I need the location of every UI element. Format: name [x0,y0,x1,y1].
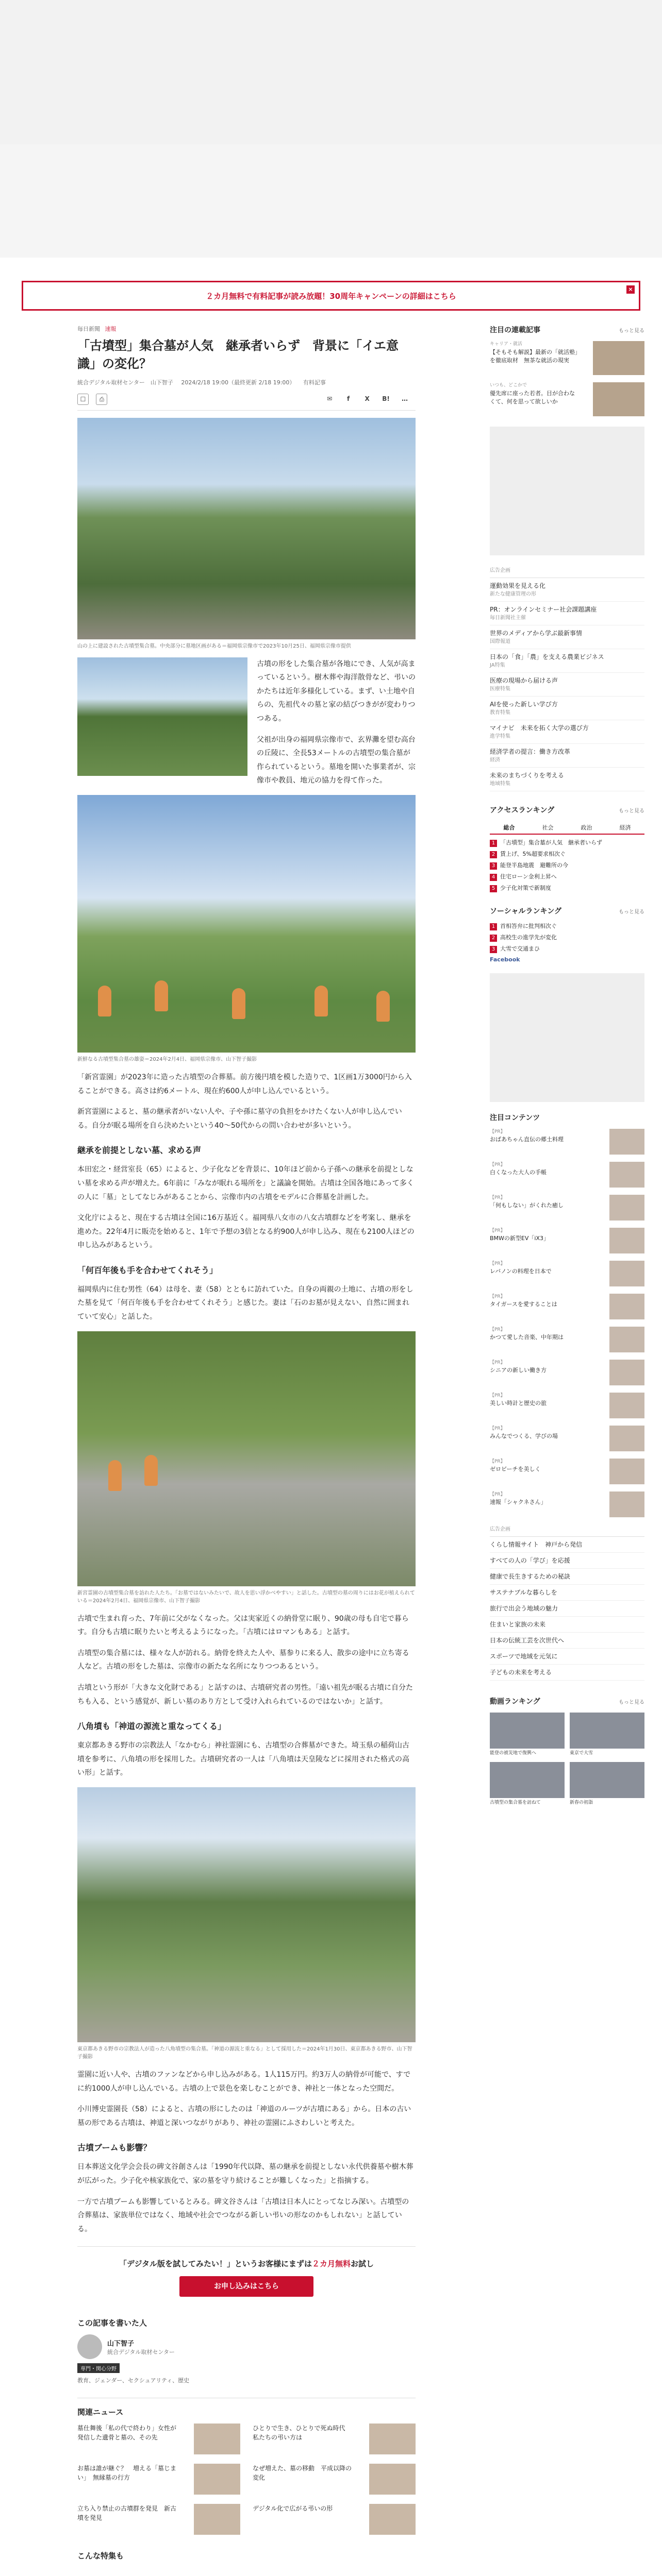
social-item[interactable] [490,945,644,953]
pr-item-sub: 経済 [490,757,500,763]
paywall-title [77,2258,416,2269]
item-thumbnail [593,382,644,416]
article-title: 「古墳型」集合墓が人気 継承者いらず 背景に「イエ意識」の変化？ [77,338,399,371]
focus-item[interactable] [490,1393,644,1418]
pr-item[interactable] [490,744,644,768]
pr-item-text: 未来のまちづくりを考える [490,772,564,779]
pr-item[interactable] [490,602,644,625]
paragraph: 小川博史霊園長（58）によると、古墳の形にしたのは「神道のルーツが古墳にある」から。日本の古い墓の形である古墳は、神道と深いつながりがあり、神社の霊園にふさわしいと考えた。 [77,2105,411,2127]
related-thumbnail [369,2464,416,2495]
ranking-text: 賃上げ、5%超要求相次ぐ [500,851,566,857]
sidebar-ad[interactable] [490,427,644,555]
focus-item[interactable] [490,1129,644,1155]
focus-title: 注目コンテンツ [490,1114,540,1122]
focus-text: シニアの新しい働き方 [490,1367,547,1374]
haniwa-figure [155,980,168,1011]
paragraph: 父祖が出身の福岡県宗像市で、玄界灘を望む高台の丘陵に、全長53メートルの古墳型の集合墓が作られているという。墓地を開いた事業者が、宗像市や教員、地元の協力を得て作った。 [257,735,416,785]
author-box [77,2317,416,2384]
pr-item-sub: 進学特集 [490,734,510,739]
pr-item-text: 経済学者の提言：働き方改革 [490,748,571,755]
pr-item[interactable] [490,720,644,744]
pr-item-text: 世界のメディアから学ぶ最新事情 [490,630,583,637]
header-ad-space [0,144,662,258]
pr-item-text: PR：オンラインセミナー社会課題講座 [490,606,597,613]
focus-text: かつて愛した音楽、中年期は [490,1334,564,1341]
attention-item[interactable] [490,382,644,416]
ad-list-item[interactable]: サステナブルな暮らしを [490,1585,644,1601]
focus-thumbnail [609,1129,644,1155]
ranking-item[interactable] [490,861,644,870]
related-item-text: 立ち入り禁止の古墳群を発見 新古墳を発見 [77,2505,177,2522]
haniwa-figure [232,988,245,1019]
pr-item-sub: JA特集 [490,663,505,668]
video-grid [490,1713,644,1806]
article-photo-2[interactable] [77,795,416,1053]
pr-label: 【PR】 [490,1393,505,1398]
related-item-text: ひとりで生き、ひとりで死ぬ時代 私たちの弔い方は [253,2425,352,2442]
related-section-title: 関連ニュース [77,2398,416,2417]
related-item-text: デジタル化で広がる弔いの形 [253,2505,333,2513]
pr-label: 【PR】 [490,1129,505,1134]
focus-text: 美しい時計と歴史の旅 [490,1400,547,1407]
pr-item[interactable] [490,697,644,720]
paragraph: 日本葬送文化学会会長の碑文谷創さんは「1990年代以降、墓の継承を前提としない永代供養墓や樹木葬が広がった。少子化や核家族化で、家の墓を守り続けることが難しくなった」と指摘する。 [77,2163,413,2185]
related-item[interactable] [77,2464,240,2495]
paragraph: 古墳の形をした集合墓が各地にでき、人気が高まっているという。樹木葬や海洋散骨など、弔いのかたちは近年多様化している。まず、い土地や自らの、先祖代々の墓と家の結びつきがが変わりつつある。 [257,659,416,723]
ranking-item[interactable] [490,850,644,858]
video-item[interactable] [490,1713,565,1757]
rank-number: 4 [490,874,497,881]
paragraph: 本田宏之・経営室長（65）によると、少子化などを背景に、10年ほど前から子孫への継承を前提としない墓を求める声が増えた。6年前に「みなが眠れる場所を」と議論を開始。古墳は全国各地にあって多くの人に「墓」としてなじみがあることから、宗像市内の古墳をモデルに合葬墓を計画した。 [77,1165,414,1201]
sidebar [490,325,644,1806]
social-text: 首相答弁に批判相次ぐ [500,923,557,929]
focus-thumbnail [609,1261,644,1286]
pr-label: 【PR】 [490,1195,505,1200]
social-title: ソーシャルランキング [490,907,562,916]
pr-item-sub: 新たな健康管理の形 [490,591,536,597]
close-icon[interactable]: × [626,285,635,294]
author-section-title: この記事を書いた人 [77,2318,147,2328]
focus-text: タイガースを愛することは [490,1301,557,1308]
attention-item[interactable] [490,341,644,375]
ad-list-item[interactable]: 日本の伝統工芸を次世代へ [490,1633,644,1649]
pr-item-sub: 国際報道 [490,639,510,645]
avatar[interactable] [77,2334,102,2359]
related-thumbnail [194,2424,240,2454]
related-item-text: なぜ増えた、墓の移動 平成以降の変化 [253,2465,352,2482]
rank-number: 3 [490,862,497,870]
more-link[interactable]: もっと見る [619,909,644,915]
ad-list-item[interactable]: 健康で長生きするための秘訣 [490,1569,644,1585]
pr-item-text: マイナビ 未来を拓く大学の選び方 [490,724,589,732]
tab-economy[interactable]: 経済 [619,824,631,831]
haniwa-figure [108,1460,122,1491]
video-title: 動画ランキング [490,1698,540,1706]
subscribe-button[interactable]: お申し込みはこちら [179,2276,313,2297]
tab-all[interactable]: 総合 [503,824,515,831]
focus-item[interactable] [490,1459,644,1484]
pr-list [490,578,644,791]
ranking-item[interactable] [490,884,644,892]
article-badge: 有料記事 [303,379,326,386]
video-item[interactable] [490,1762,565,1806]
video-item[interactable] [570,1762,644,1806]
pr-item-text: 運動効果を見える化 [490,582,546,589]
pr-label: 【PR】 [490,1360,505,1365]
focus-item[interactable] [490,1426,644,1451]
ad-list-item[interactable]: 子どもの未来を考える [490,1665,644,1681]
photo-caption: 新鮮なる古墳型集合墓の雄姿＝2024年2月4日、福岡県宗像市、山下智子撮影 [77,1056,257,1062]
pr-label: 【PR】 [490,1492,505,1497]
video-thumbnail [570,1762,644,1798]
article-photo-4[interactable] [77,1787,416,2042]
related-thumbnail [369,2504,416,2535]
focus-text: ゼロビーチを美しく [490,1466,541,1473]
ranking-title: アクセスランキング [490,806,555,815]
item-thumbnail [593,341,644,375]
pr-item[interactable] [490,578,644,602]
ranking-text: 少子化対策で新制度 [500,885,551,891]
article-toolbar [77,394,416,411]
social-text: 大雪で交通まひ [500,945,540,952]
focus-text: おばあちゃん直伝の郷土料理 [490,1136,564,1143]
related-item-text: 墓仕舞後「私の代で終わり」女性が発信した遺骨と墓の、その先 [77,2425,177,2442]
paywall-title-free: ２カ月無料 [312,2259,351,2269]
ad-list-item[interactable]: すべての人の「学び」を応援 [490,1553,644,1569]
pr-item-text: AIを使った新しい学び方 [490,701,558,708]
focus-text: BMWの新型EV「iX3」 [490,1235,549,1242]
ad-list-item[interactable]: くらし情報サイト 神戸から発信 [490,1537,644,1553]
article-date: 2024/2/18 19:00（最終更新 2/18 19:00） [181,379,295,386]
social-item[interactable] [490,922,644,930]
related-item[interactable] [253,2424,416,2454]
focus-item[interactable] [490,1162,644,1188]
haniwa-figure [315,986,328,1016]
author-role: 統合デジタル取材センター [107,2348,175,2355]
paragraph: 古墳型の集合墓には、様々な人が訪れる。納骨を終えた人や、墓参りに来る人、散歩の途中に立ち寄る人など。古墳の形をした墓は、宗像市の新たな名所になりつつあるという。 [77,1649,409,1671]
share-buttons [324,394,416,405]
social-header [490,906,644,916]
pr-label: 【PR】 [490,1162,505,1167]
focus-thumbnail [609,1195,644,1221]
pr-item-text: 医療の現場から届ける声 [490,677,558,684]
rank-number: 2 [490,851,497,858]
pr-item[interactable] [490,625,644,649]
paragraph: 新宮霊園によると、墓の継承者がいない人や、子や孫に墓守の負担をかけたくない人が申し込んでいる。自分が眠る場所を自ら決めたいという40〜50代からの問い合わせが多いという。 [77,1108,402,1130]
pr-label: 【PR】 [490,1228,505,1233]
ad-list-item[interactable]: 旅行で出会う地域の魅力 [490,1601,644,1617]
focus-item[interactable] [490,1195,644,1221]
article-meta [77,378,416,386]
related-thumbnail [194,2464,240,2495]
ad-list [490,1536,644,1681]
focus-list [490,1129,644,1517]
ad-list-item[interactable]: 住まいと家族の未来 [490,1617,644,1633]
rank-number: 1 [490,840,497,847]
category-label[interactable]: 毎日新聞 [77,326,100,332]
ad-label: 広告企画 [490,568,510,573]
facebook-link[interactable]: Facebook [490,956,520,963]
pr-item-sub: 毎日新聞社主催 [490,615,526,621]
item-label: いつも、どこかで [490,383,527,388]
focus-item[interactable] [490,1228,644,1253]
pr-item[interactable] [490,673,644,697]
focus-thumbnail [609,1393,644,1418]
tag-label[interactable]: 速報 [105,326,117,332]
article-main [77,325,416,2561]
pr-label: 【PR】 [490,1327,505,1332]
ad-label: 広告企画 [490,1527,510,1532]
focus-text: レバノンの料理を日本で [490,1268,552,1275]
related-item[interactable] [253,2504,416,2535]
bookmark-icon[interactable]: ☐ [77,394,89,405]
ranking-item[interactable] [490,873,644,881]
related-item[interactable] [253,2464,416,2495]
paragraph: 一方で古墳ブームも影響しているとみる。碑文谷さんは「古墳は日本人にとってなじみ深い。古墳型の合葬墓は、家族単位ではなく、地域や社会でつながる新しい弔いの形なのかもしれない」と話している。 [77,2197,409,2233]
focus-text: 白くなった大人の手帳 [490,1169,547,1176]
section-heading: 「何百年後も手を合わせてくれそう」 [77,1265,218,1275]
author-desc: 教育、ジェンダー、セクシュアリティ、歴史 [77,2377,190,2384]
top-ad-area [0,0,662,258]
attention-title: 注目の連載記事 [490,326,540,334]
campaign-banner-text: ２カ月無料で有料記事が読み放題！30周年キャンペーンの詳細はこちら [206,291,456,301]
video-item[interactable] [570,1713,644,1757]
photo-caption: 山の上に建設された古墳型集合墓。中央部分に墓地区画がある＝福岡県宗像市で2023年10月25日、福岡県宗像市提供 [77,643,351,649]
related-news [77,2398,416,2535]
related-item[interactable] [77,2504,240,2535]
focus-item[interactable] [490,1360,644,1385]
pr-item[interactable] [490,768,644,791]
mail-icon[interactable]: ✉ [327,395,333,402]
tab-society[interactable]: 社会 [542,824,554,831]
ranking-text: 能登半島地震 避難所の今 [500,862,568,869]
pr-item-sub: 地域特集 [490,781,510,787]
rank-number: 5 [490,885,497,892]
focus-text: 「何もしない」がくれた癒し [490,1202,564,1209]
focus-text: みんなでつくる、学びの場 [490,1433,558,1440]
video-thumbnail [570,1713,644,1749]
article-inline-photo[interactable] [77,657,247,776]
ranking-text: 「古墳型」集合墓が人気 継承者いらず [500,839,602,846]
paywall [77,2246,416,2297]
section-heading: 八角墳も「神道の源流と重なってくる」 [77,1721,226,1732]
ranking-text: 住宅ローン金利上昇へ [500,873,557,880]
article-photo-3[interactable] [77,1331,416,1586]
haniwa-figure [376,991,390,1022]
focus-thumbnail [609,1162,644,1188]
focus-item[interactable] [490,1327,644,1352]
more-features-title: こんな特集も [77,2551,124,2561]
focus-thumbnail [609,1228,644,1253]
focus-item[interactable] [490,1261,644,1286]
author-line[interactable]: 統合デジタル取材センター 山下智子 [77,379,173,386]
paragraph: 福岡県内に住む男性（64）は母を、妻（58）とともに訪れていた。自身の両親の土地に、古墳の形をした墓を見て「何百年後も手を合わせてくれそう」と感じた。妻は「石のお墓が見えない、自然に囲まれていて安心」と話した。 [77,1285,413,1321]
paywall-title-post: お試し [351,2259,374,2269]
rank-number: 1 [490,923,497,930]
pr-label: 【PR】 [490,1261,505,1266]
focus-thumbnail [609,1459,644,1484]
focus-item[interactable] [490,1294,644,1319]
focus-thumbnail [609,1360,644,1385]
ranking-item[interactable] [490,839,644,847]
sidebar-ad-2[interactable] [490,973,644,1102]
x-icon[interactable]: X [365,395,370,402]
hatena-icon[interactable]: B! [382,395,390,402]
related-item[interactable] [77,2424,240,2454]
video-caption: 東京で大雪 [570,1751,593,1756]
item-text: 優先席に座った若者。目が合わなくて、何を思って欲しいか [490,389,575,405]
focus-text: 速報「シャクネさん」 [490,1499,547,1506]
more-icon[interactable]: … [402,395,408,402]
photo-caption: 新宮霊園の古墳型集合墓を訪れた人たち。「お墓ではないみたいで、故人を思い浮かべやすい」と話した。古墳型の墓の周りにはお花が植えられている＝2024年2月4日、福岡県宗像市、山下智子撮影 [77,1590,415,1604]
paragraph: 「新宮霊園」が2023年に造った古墳型の合葬墓。前方後円墳を模した造りで、1区画1万3000円から入ることができる。高さは約6メートル、現在約600人が申し込んでいるという。 [77,1073,412,1095]
pr-item-sub: 医療特集 [490,686,510,692]
paragraph: 霊園に近い人や、古墳のファンなどから申し込みがある。1人115万円。約3万人の納骨が可能で、すでに約1000人が申し込んでいる。古墳の上で景色を楽しむことができ、神社と一体となった空間だ。 [77,2071,411,2093]
item-label: キャリア・就活 [490,342,523,347]
paragraph: 古墳という形が「大きな文化財である」と話すのは、古墳研究者の男性。「遠い祖先が眠る古墳に自分たちも入る、という感覚が、新しい墓のあり方として受け入れられているのではないか」と話す。 [77,1684,413,1706]
section-heading: 継承を前提としない墓、求める声 [77,1145,202,1156]
author-name[interactable]: 山下智子 [107,2340,135,2348]
author-tag: 専門・関心分野 [77,2363,120,2373]
section-heading: 古墳ブームも影響？ [77,2143,152,2153]
more-link[interactable]: もっと見る [619,328,644,334]
social-list [490,922,644,953]
related-item-text: お墓は誰が継ぐ？ 増える「墓じまい」 無縁墓の行方 [77,2465,177,2482]
campaign-banner[interactable] [22,281,640,311]
paragraph: 東京都あきる野市の宗教法人「なかむら」神社霊園にも、古墳型の合葬墓ができた。埼玉県の稲荷山古墳を参考に、八角墳の形を採用した。古墳研究者の一人は「八角墳は天皇陵などに採用された格式の高い形」と話す。 [77,1741,409,1777]
rank-number: 2 [490,935,497,942]
more-link[interactable]: もっと見る [619,808,644,814]
related-thumbnail [369,2424,416,2454]
pr-item-text: 日本の「食」「農」を支える農業ビジネス [490,653,604,660]
focus-thumbnail [609,1294,644,1319]
more-link[interactable]: もっと見る [619,1700,644,1705]
video-caption: 古墳型の集合墓を訪ねて [490,1800,541,1805]
video-thumbnail [490,1762,565,1798]
haniwa-figure [98,986,111,1016]
pr-item[interactable] [490,649,644,673]
haniwa-figure [144,1455,158,1486]
paragraph: 古墳で生まれ育った、7年前に父がなくなった。父は実家近くの納骨堂に眠り、90歳の母も自宅で暮らす。自分も古墳に眠りたいと考えるようになった。「古墳にはロマンもある」と話す。 [77,1614,409,1637]
focus-header [490,1112,644,1123]
pr-item-sub: 教育特集 [490,710,510,716]
ranking-list [490,839,644,892]
ranking-header [490,805,644,815]
pr-label: 【PR】 [490,1426,505,1431]
ranking-tabs [490,821,644,835]
focus-item[interactable] [490,1492,644,1517]
facebook-icon[interactable]: f [347,395,350,402]
item-text: 【そもそも解説】最新の「就活塾」を徹底取材 無茶な就活の現実 [490,348,578,364]
tab-politics[interactable]: 政治 [581,824,592,831]
pr-label: 【PR】 [490,1459,505,1464]
breadcrumb [77,325,416,333]
video-caption: 能登の被災地で復興へ [490,1751,537,1756]
attention-header [490,325,644,335]
video-header [490,1696,644,1706]
video-thumbnail [490,1713,565,1749]
focus-thumbnail [609,1327,644,1352]
article-photo-1[interactable] [77,418,416,639]
related-thumbnail [194,2504,240,2535]
paragraph: 文化庁によると、現在する古墳は全国に16万基近く。福岡県八女市の八女古墳群などを考案し、継承を進めた。22年4月に販売を始めると、1年で予想の3倍となる約900人が申し込み、現在も2100人ほどの申し込みがあるという。 [77,1214,415,1250]
social-item[interactable] [490,934,644,942]
social-text: 高校生の進学先が変化 [500,934,557,941]
photo-caption: 東京都あきる野市の宗教法人が造った八角墳型の集合墓。「神道の源流と重なる」として採用した＝2024年1月30日、東京都あきる野市、山下智子撮影 [77,2046,412,2060]
pr-label: 【PR】 [490,1294,505,1299]
paywall-title-pre: 「デジタル版を試してみたい！」というお客様にまずは [119,2259,312,2269]
ad-list-item[interactable]: スポーツで地域を元気に [490,1649,644,1665]
rank-number: 3 [490,946,497,953]
video-caption: 新春の初詣 [570,1800,593,1805]
print-icon[interactable]: ⎙ [96,394,107,405]
focus-thumbnail [609,1426,644,1451]
focus-thumbnail [609,1492,644,1517]
